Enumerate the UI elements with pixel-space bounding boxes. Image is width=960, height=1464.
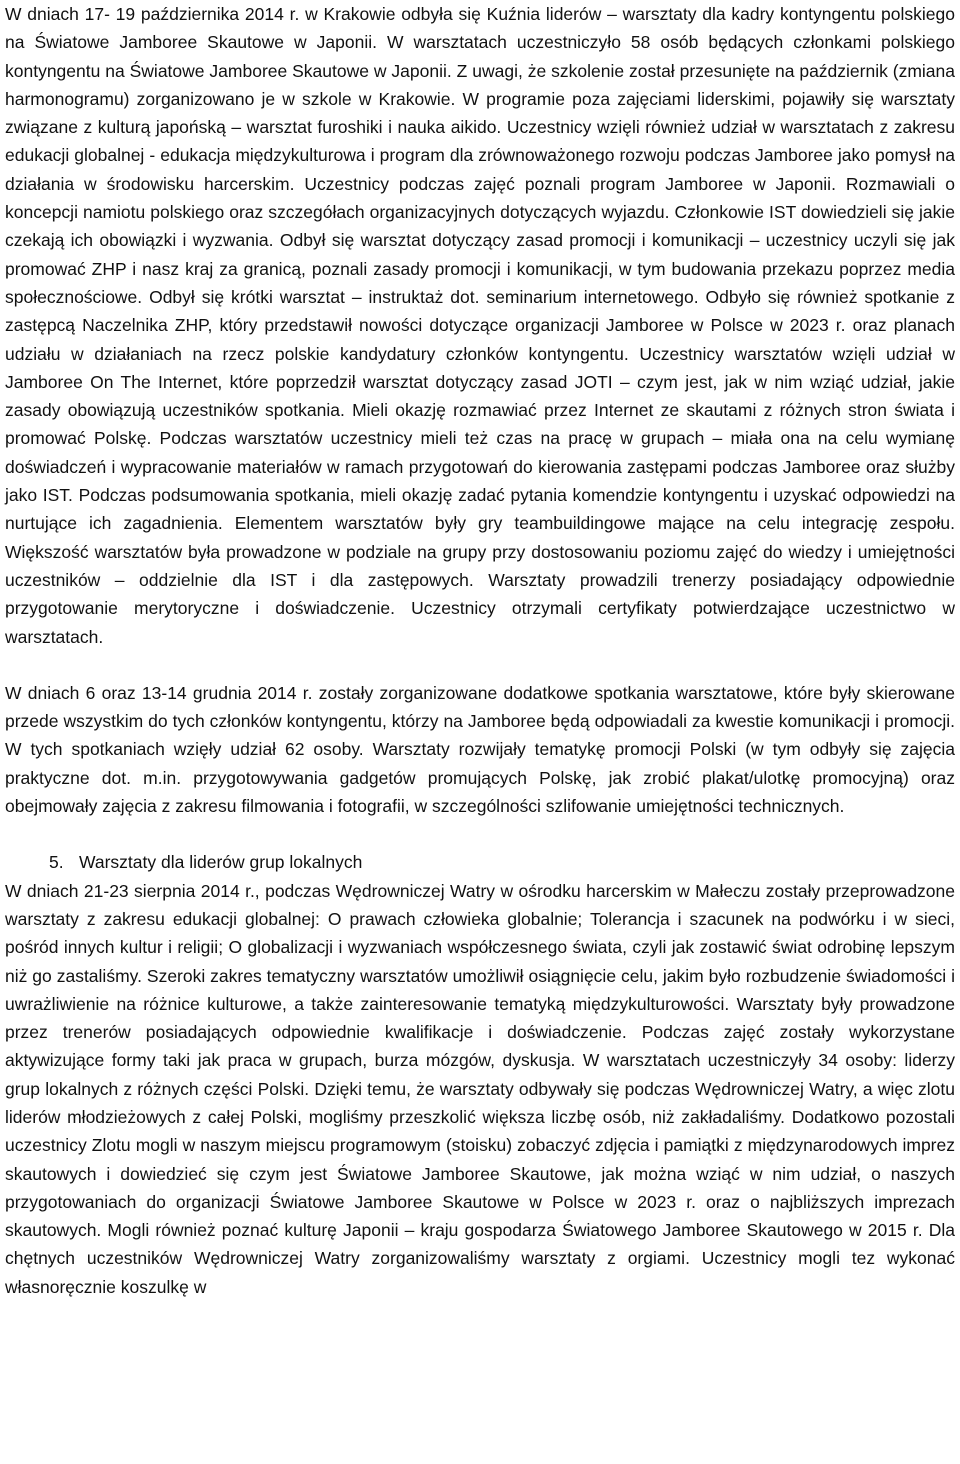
paragraph-spacer — [5, 651, 955, 679]
paragraph-kuznia-liderow: W dniach 17- 19 października 2014 r. w Krakowie odbyła się Kuźnia liderów – warsztaty dla kadry kontyngentu polskiego na Światowe Jamboree Skautowe w Japonii. W warsztatach uczestniczyło 58 osób będących członkami polskiego kontyngentu na Światowe Jamboree Skautowe w Japonii. Z uwagi, że szkolenie został przesunięte na październik (zmiana harmonogramu) zorganizowano je w szkole w Krakowie. W programie poza zajęciami liderskimi, pojawiły się warsztaty związane z kulturą japońską – warsztat furoshiki i nauka aikido. Uczestnicy wzięli również udział w warsztatach z zakresu edukacji globalnej - edukacja międzykulturowa i program dla zrównoważonego rozwoju podczas Jamboree jako pomysł na działania w środowisku harcerskim. Uczestnicy podczas zajęć poznali program Jamboree w Japonii. Rozmawiali o koncepcji namiotu polskiego oraz szczegółach organizacyjnych dotyczących wyjazdu. Członkowie IST dowiedzieli się jakie czekają ich obowiązki i wyzwania. Odbył się warsztat dotyczący zasad promocji i komunikacji – uczestnicy uczyli się jak promować ZHP i nasz kraj za granicą, poznali zasady promocji i komunikacji, w tym budowania przekazu poprzez media społecznościowe. Odbył się krótki warsztat – instruktaż dot. seminarium internetowego. Odbyło się również spotkanie z zastępcą Naczelnika ZHP, który przedstawił nowości dotyczące organizacji Jamboree w Polsce w 2023 r. oraz planach udziału w działaniach na rzecz polskie kandydatury członków kontyngentu. Uczestnicy warsztatów wzięli udział w Jamboree On The Internet, które poprzedził warsztat dotyczący zasad JOTI – czym jest, jak w nim wziąć udział, jakie zasady obowiązują uczestników spotkania. Mieli okazję rozmawiać przez Internet ze skautami z różnych stron świata i promować Polskę. Podczas warsztatów uczestnicy mieli też czas na pracę w grupach – miała ona na celu wymianę doświadczeń i wypracowanie materiałów w ramach przygotowań do kierowania zastępami podczas Jamboree oraz służby jako IST. Podczas podsumowania spotkania, mieli okazję zadać pytania komendzie kontyngentu i uzyskać odpowiedzi na nurtujące ich zagadnienia. Elementem warsztatów były gry teambuildingowe mające na celu integrację zespołu. Większość warsztatów była prowadzone w podziale na grupy przy dostosowaniu poziomu zajęć do wiedzy i umiejętności uczestników – oddzielnie dla IST i dla zastępowych. Warsztaty prowadzili trenerzy posiadający odpowiednie przygotowanie merytoryczne i doświadczenie. Uczestnicy otrzymali certyfikaty potwierdzające uczestnictwo w warsztatach. — [5, 4, 955, 647]
paragraph-spacer — [5, 820, 955, 848]
section-title: Warsztaty dla liderów grup lokalnych — [79, 852, 363, 873]
paragraph-december-workshops: W dniach 6 oraz 13-14 grudnia 2014 r. zostały zorganizowane dodatkowe spotkania warsztatowe, które były skierowane przede wszystkim do tych członków kontyngentu, którzy na Jamboree będą odpowiadali za kwestie komunikacji i promocji. W tych spotkaniach wzięły udział 62 osoby. Warsztaty rozwijały tematykę promocji Polski (w tym odbyły się zajęcia praktyczne dot. m.in. przygotowywania gadgetów promujących Polskę, jak zrobić plakat/ulotkę promocyjną) oraz obejmowały zajęcia z zakresu filmowania i fotografii, w szczególności szlifowanie umiejętności technicznych. — [5, 682, 955, 817]
paragraph-local-leaders-workshops: W dniach 21-23 sierpnia 2014 r., podczas Wędrowniczej Watry w ośrodku harcerskim w Małeczu zostały przeprowadzone warsztaty z zakresu edukacji globalnej: O prawach człowieka globalnie; Tolerancja i szacunek na podwórku i w sieci, pośród innych kultur i religii; O globalizacji i wyzwaniach współczesnego świata, czyli jak zostawić świat odrobinę lepszym niż go zastaliśmy. Szeroki zakres tematyczny warsztatów umożliwił osiągnięcie celu, jakim było rozbudzenie świadomości i uwrażliwienie na różnice kulturowe, a także zainteresowanie tematyką międzykulturowości. Warsztaty były prowadzone przez trenerów posiadających odpowiednie kwalifikacje i doświadczenie. Podczas zajęć zostały wykorzystane aktywizujące formy taki jak praca w grupach, burza mózgów, dyskusja. W warsztatach uczestniczyły 34 osoby: liderzy grup lokalnych z różnych części Polski. Dzięki temu, że warsztaty odbywały się podczas Wędrowniczej Watry, a więc zlotu liderów młodzieżowych z całej Polski, mogliśmy przeszkolić większa liczbę osób, niż zakładaliśmy. Dodatkowo pozostali uczestnicy Zlotu mogli w naszym miejscu programowym (stoisku) zobaczyć zdjęcia i pamiątki z międzynarodowych imprez skautowych i dowiedzieć się czym jest Światowe Jamboree Skautowe, jak można wziąć w nim udział, o naszych przygotowaniach do organizacji Światowe Jamboree Skautowe w Polsce w 2023 r. oraz o najbliższych imprezach skautowych. Mogli również poznać kulturę Japonii – kraju gospodarza Światowego Jamboree Skautowego w 2015 r. Dla chętnych uczestników Wędrowniczej Watry zorganizowaliśmy warsztaty z orgiami. Uczestnicy mogli tez wykonać własnoręcznie koszulkę w — [5, 880, 955, 1297]
section-number: 5. — [49, 852, 64, 873]
document-page — [5, 0, 955, 1301]
section-heading — [5, 848, 955, 876]
